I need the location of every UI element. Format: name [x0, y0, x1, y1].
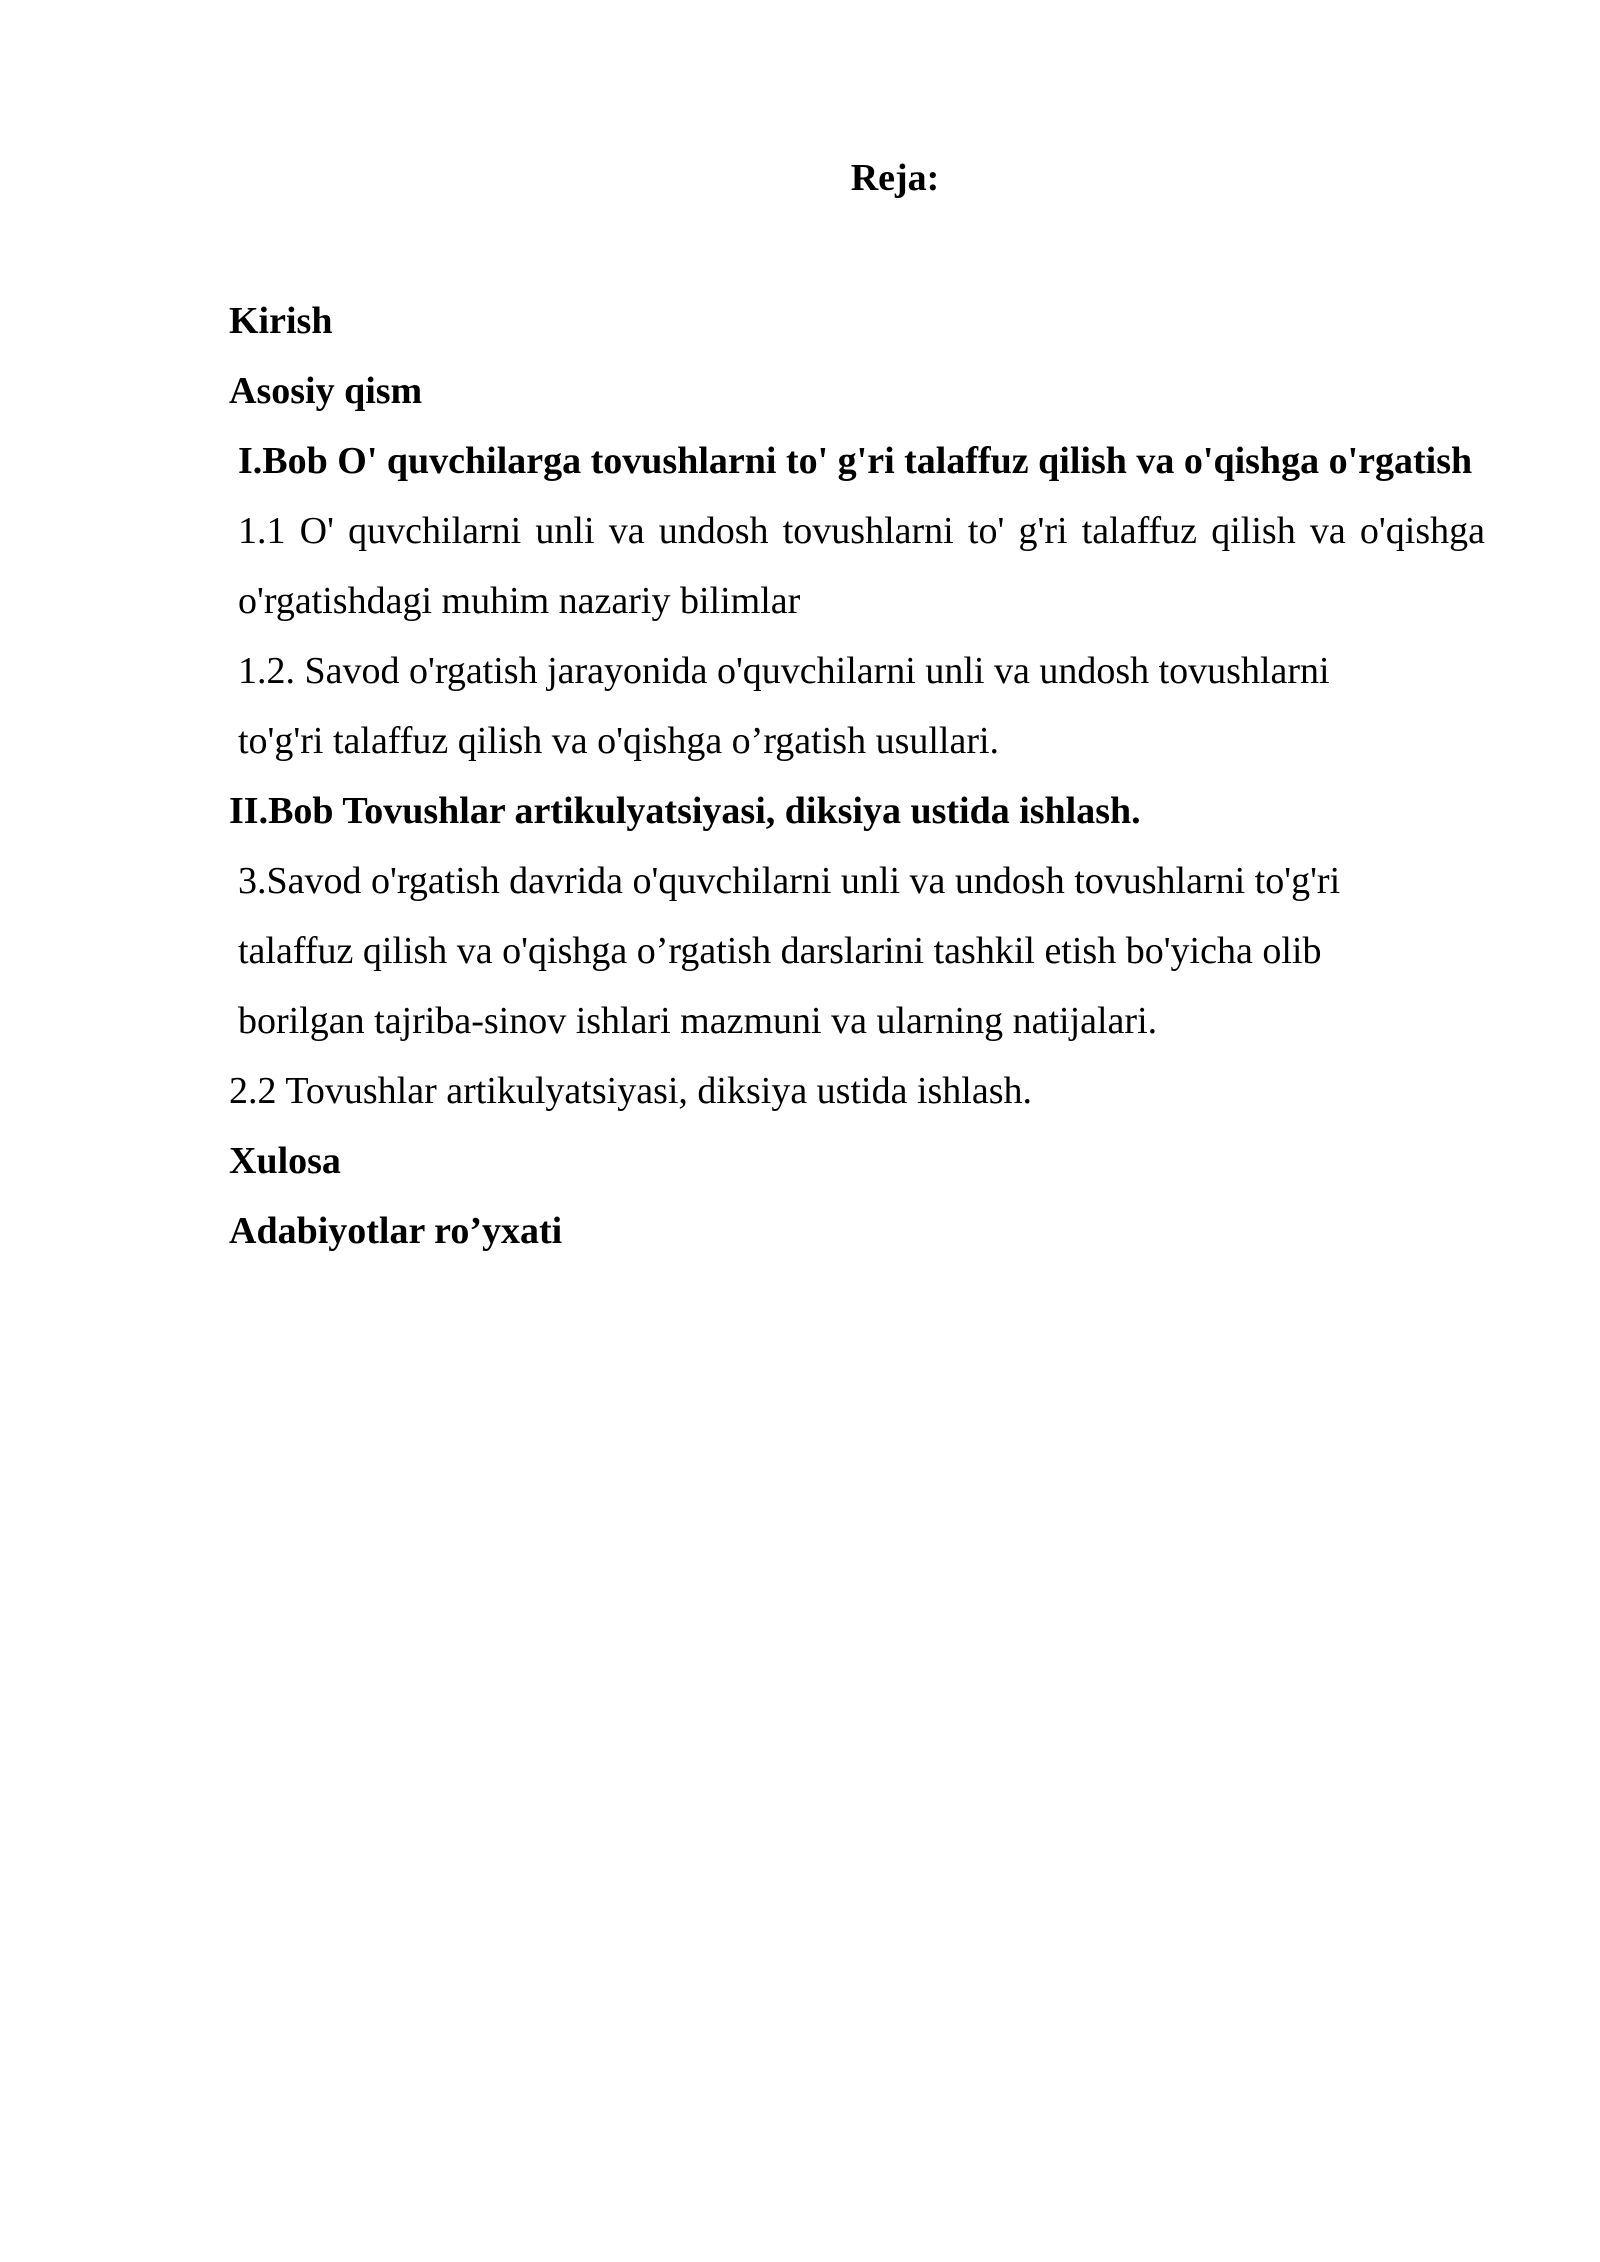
toc-item-section-1-2-line-1: 1.2. Savod o'rgatish jarayonida o'quvchilarni unli va undosh tovushlarni: [238, 650, 1330, 692]
table-of-contents: [229, 286, 1485, 1266]
toc-item-main-part: Asosiy qism: [229, 370, 423, 412]
toc-item-section-2-2: 2.2 Tovushlar artikulyatsiyasi, diksiya ustida ishlash.: [229, 1070, 1033, 1112]
toc-item-section-3-line-2: talaffuz qilish va o'qishga o’rgatish darslarini tashkil etish bo'yicha olib: [238, 930, 1322, 972]
toc-item-references: Adabiyotlar ro’yxati: [229, 1210, 563, 1252]
toc-item-section-3-line-1: 3.Savod o'rgatish davrida o'quvchilarni unli va undosh tovushlarni to'g'ri: [238, 860, 1341, 902]
toc-item-chapter-2: II.Bob Tovushlar artikulyatsiyasi, diksiya ustida ishlash.: [229, 790, 1141, 832]
page-title: Reja:: [850, 157, 940, 199]
toc-item-section-1-2-line-2: to'g'ri talaffuz qilish va o'qishga o’rgatish usullari.: [238, 720, 1000, 762]
toc-item-conclusion: Xulosa: [229, 1140, 341, 1182]
toc-item-chapter-1: I.Bob O' quvchilarga tovushlarni to' g'ri talaffuz qilish va o'qishga o'rgatish: [238, 440, 1473, 482]
toc-item-introduction: Kirish: [229, 300, 333, 342]
toc-item-section-3-line-3: borilgan tajriba-sinov ishlari mazmuni va ularning natijalari.: [238, 1000, 1158, 1042]
toc-item-section-1-1: 1.1 O' quvchilarni unli va undosh tovushlarni to' g'ri talaffuz qilish va o'qishga o'rgatishdagi muhim nazariy bilimlar: [238, 510, 1485, 622]
